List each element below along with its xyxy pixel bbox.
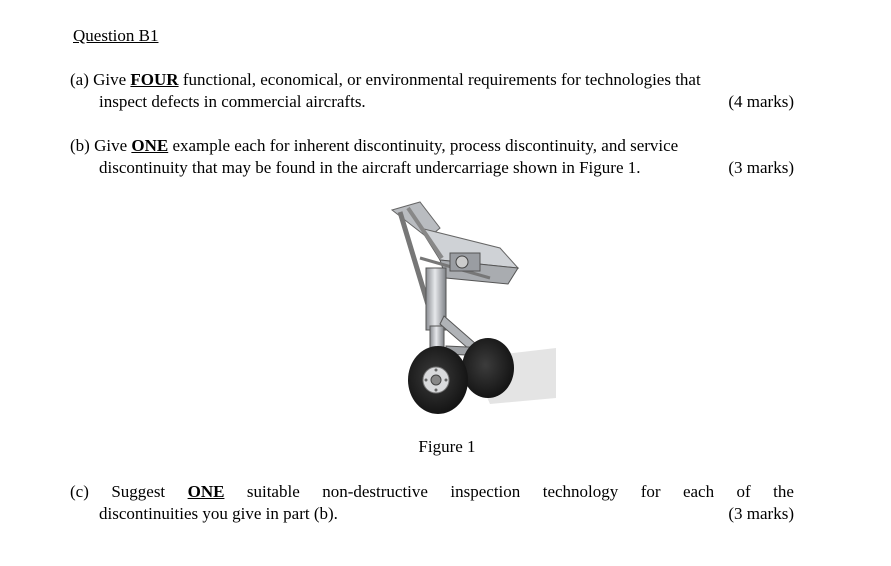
part-a-verb: Give xyxy=(93,70,127,89)
question-part-b xyxy=(70,135,794,179)
part-a-text-line2: inspect defects in commercial aircrafts. xyxy=(99,92,366,111)
question-part-a xyxy=(70,69,794,113)
part-c-text-line2: discontinuities you give in part (b). xyxy=(99,504,338,523)
part-c-word: technology xyxy=(542,482,619,501)
part-c-marks: (3 marks) xyxy=(728,504,794,523)
part-c-word: the xyxy=(773,482,794,501)
part-c-word: of xyxy=(736,482,751,501)
part-c-word: for xyxy=(640,482,661,501)
part-a-label: (a) xyxy=(70,70,89,89)
part-a-emphasis: FOUR xyxy=(130,70,179,89)
question-part-c xyxy=(70,481,794,525)
part-a-marks: (4 marks) xyxy=(728,92,794,111)
question-title: Question B1 xyxy=(73,26,159,45)
part-a-text: functional, economical, or environmental requirements for technologies that xyxy=(182,70,701,89)
part-c-word: each xyxy=(682,482,715,501)
part-b-text: example each for inherent discontinuity, process discontinuity, and service xyxy=(172,136,679,155)
part-c-emphasis: ONE xyxy=(187,482,225,501)
part-c-label: (c) xyxy=(70,482,89,501)
undercarriage-figure xyxy=(380,198,556,418)
part-b-label: (b) xyxy=(70,136,90,155)
part-b-verb: Give xyxy=(94,136,128,155)
figure-caption: Figure 1 xyxy=(418,437,476,456)
landing-gear-image xyxy=(380,198,556,418)
part-c-word: suitable xyxy=(246,482,300,501)
part-c-word: non-destructive xyxy=(322,482,428,501)
part-b-marks: (3 marks) xyxy=(728,158,794,177)
part-c-verb: Suggest xyxy=(111,482,166,501)
part-c-word: inspection xyxy=(450,482,521,501)
part-b-text-line2: discontinuity that may be found in the aircraft undercarriage shown in Figure 1. xyxy=(99,158,641,177)
part-b-emphasis: ONE xyxy=(131,136,169,155)
